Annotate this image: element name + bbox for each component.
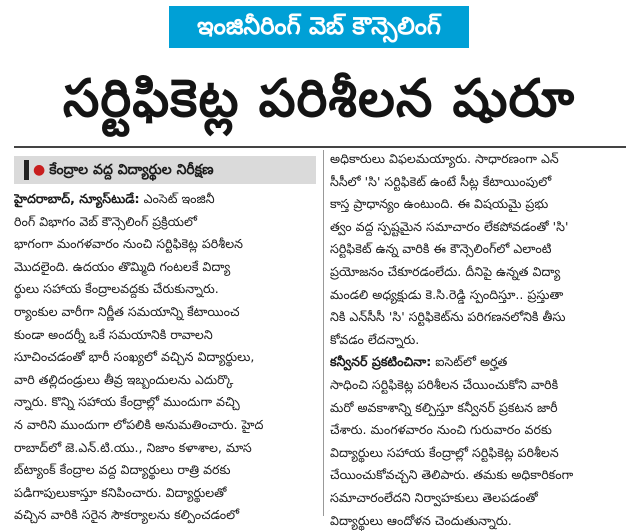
article-column-right [330, 148, 628, 532]
article-line: సీసీలో 'సి' సర్టిఫికెట్ ఉంటే సీట్ల కేటాయింపులో [330, 171, 628, 194]
article-line: విద్యార్థులు ఆందోళన చెందుతున్నారు. [330, 510, 628, 532]
article-line: చేశారు. మంగళవారం నుంచి గురువారం వరకు [330, 419, 628, 442]
article-line: మండలి అధ్యక్షుడు కె.సి.రెడ్డి స్పందిస్తూ.. ప్రస్తుతా [330, 284, 628, 307]
column-divider [323, 150, 324, 516]
article-text: ఐసెట్‌లో అర్హత [431, 354, 507, 369]
article-line: సూచించడంతో భారీ సంఖ్యలో వచ్చిన విద్యార్థులు, [14, 346, 318, 369]
article-line: ప్రయోజనం చేకూరడంలేదు. దీనిపై ఉన్నత విద్యా [330, 261, 628, 284]
article-line: నికి ఎన్‌సీసీ 'సి' సర్టిఫికెట్‌ను పరిగణనలోనికి తీసు [330, 306, 628, 329]
article-line: కోవడం లేదన్నారు. [330, 329, 628, 352]
article-line: రింగ్ విభాగం వెబ్ కౌన్సెలింగ్ ప్రక్రియలో [14, 211, 318, 234]
article-line: విద్యార్థులు సహాయ కేంద్రాల్లో సర్టిఫికెట్ల పరిశీలన [330, 442, 628, 465]
article-line: అధికారులు విఫలమయ్యారు. సాధారణంగా ఎన్ [330, 148, 628, 171]
article-line: కాస్త ప్రాధాన్యం ఉంటుంది. ఈ విషయమై ప్రభు [330, 193, 628, 216]
paragraph-heading: కన్వీనర్ ప్రకటించినా: [330, 354, 431, 369]
article-line: చేయించుకోవచ్చని తెలిపారు. తమకు అధికారికంగా [330, 464, 628, 487]
subheading-marker [24, 160, 29, 180]
article-line: వచ్చిన వారికి సరైన సౌకర్యాలను కల్పించడంలో [14, 504, 318, 527]
article-line: త్వం వద్ద స్పష్టమైన సమాచారం లేకపోవడంతో 'సి' [330, 216, 628, 239]
article-line: మరో అవకాశాన్ని కల్పిస్తూ కన్వీనర్ ప్రకటన జారీ [330, 397, 628, 420]
article-line: ర్యాంకుల వారీగా నిర్ణీత సమయాన్ని కేటాయించ [14, 301, 318, 324]
article-line: సాధించి సర్టిఫికెట్ల పరిశీలన చేయించుకోని వారికి [330, 374, 628, 397]
kicker-bar [0, 0, 638, 54]
article-line: బ్‌ట్యాంక్ కేంద్రాల వద్ద విద్యార్థులు రాత్రి వరకు [14, 459, 318, 482]
article-line: సమాచారంలేదని నిర్వాహకులు తెలపడంతో [330, 487, 628, 510]
dateline: హైదరాబాద్, న్యూస్‌టుడే: [14, 191, 140, 206]
article-line: పడిగాపులుకాస్తూ కనిపించారు. విద్యార్థులతో [14, 482, 318, 505]
subheading-box [14, 156, 316, 184]
article-line: రాబాద్‌లో జె.ఎన్.టి.యు., నిజాం కళాశాల, మాస [14, 437, 318, 460]
subheading-text: కేంద్రాల వద్ద విద్యార్థుల నిరీక్షణ [49, 162, 213, 178]
article-line: వారి తల్లిదండ్రులు తీవ్ర ఇబ్బందులను ఎదుర్కొ [14, 369, 318, 392]
bullet-icon: ● [33, 162, 45, 178]
article-line: న్నారు. కొన్ని సహాయ కేంద్రాల్లో ముందుగా వచ్చి [14, 391, 318, 414]
article-text: ఎంసెట్ ఇంజినీ [140, 191, 215, 206]
article-line: కుండా అందర్నీ ఒకే సమయానికి రావాలని [14, 324, 318, 347]
kicker-label: ఇంజినీరింగ్ వెబ్ కౌన్సెలింగ్ [169, 6, 469, 48]
article-column-left [14, 188, 318, 527]
headline: సర్టిఫికెట్ల పరిశీలన షురూ [0, 60, 638, 138]
article-line: మొదలైంది. ఉదయం తొమ్మిది గంటలకే విద్యా [14, 256, 318, 279]
article-line: ర్థులు సహాయ కేంద్రాలవద్దకు చేరుకున్నారు. [14, 278, 318, 301]
article-line: సర్టిఫికెట్ ఉన్న వారికి ఈ కౌన్సెలింగ్‌లో ఎలాంటి [330, 238, 628, 261]
article-line [330, 351, 628, 374]
article-line: న వారిని ముందుగా లోపలికి అనుమతించారు. హైద [14, 414, 318, 437]
article-line: భాగంగా మంగళవారం నుంచి సర్టిఫికెట్ల పరిశీలన [14, 233, 318, 256]
article-line [14, 188, 318, 211]
